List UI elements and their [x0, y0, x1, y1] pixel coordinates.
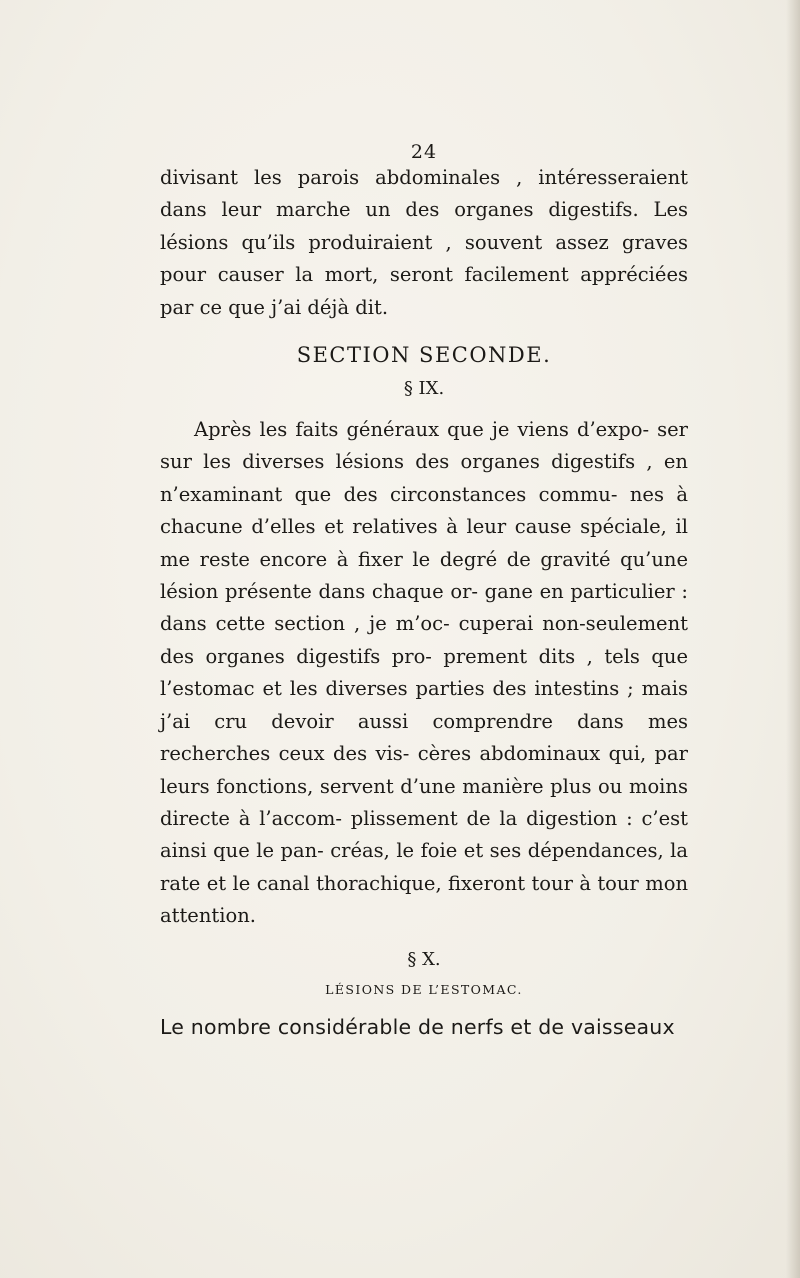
section-title: SECTION SECONDE.: [296, 343, 552, 368]
subheading: LÉSIONS DE L’ESTOMAC.: [325, 981, 523, 997]
closing-line: Le nombre considérable de nerfs et de vaisseaux: [160, 1014, 675, 1039]
paragraph-mark-x: § X.: [407, 948, 441, 970]
paragraph-mark-ix: § IX.: [403, 378, 445, 400]
paragraph-ix: Après les faits généraux que je viens d’expo- ser sur les diverses lésions des organes digestifs , en n’examinant que des circonstances commu- nes à chacune d’elles et relatives à leur cause spéciale, il me reste encore à fixer le degré de gravité qu’une lésion présente dans chaque or- gane en particulier : dans cette section , je m’oc- cuperai non-seulement des organes digestifs pro- prement dits , tels que l’estomac et les diverses parties des intestins ; mais j’ai cru devoir aussi comprendre dans mes recherches ceux des vis- cères abdominaux qui, par leurs fonctions, servent d’une manière plus ou moins directe à l’accom- plissement de la digestion : c’est ainsi que le pan- créas, le foie et ses dépendances, la rate et le canal thorachique, fixeront tour à tour mon attention.: [160, 418, 688, 928]
page-edge-shadow: [786, 0, 800, 1278]
text-block: [160, 140, 688, 1043]
opening-paragraph: divisant les parois abdominales , intéresseraient dans leur marche un des organes digestifs. Les lésions qu’ils produiraient , souvent assez graves pour causer la mort, seront facilement appréciées par ce que j’ai déjà dit.: [160, 166, 688, 319]
page-number: 24: [410, 141, 438, 163]
